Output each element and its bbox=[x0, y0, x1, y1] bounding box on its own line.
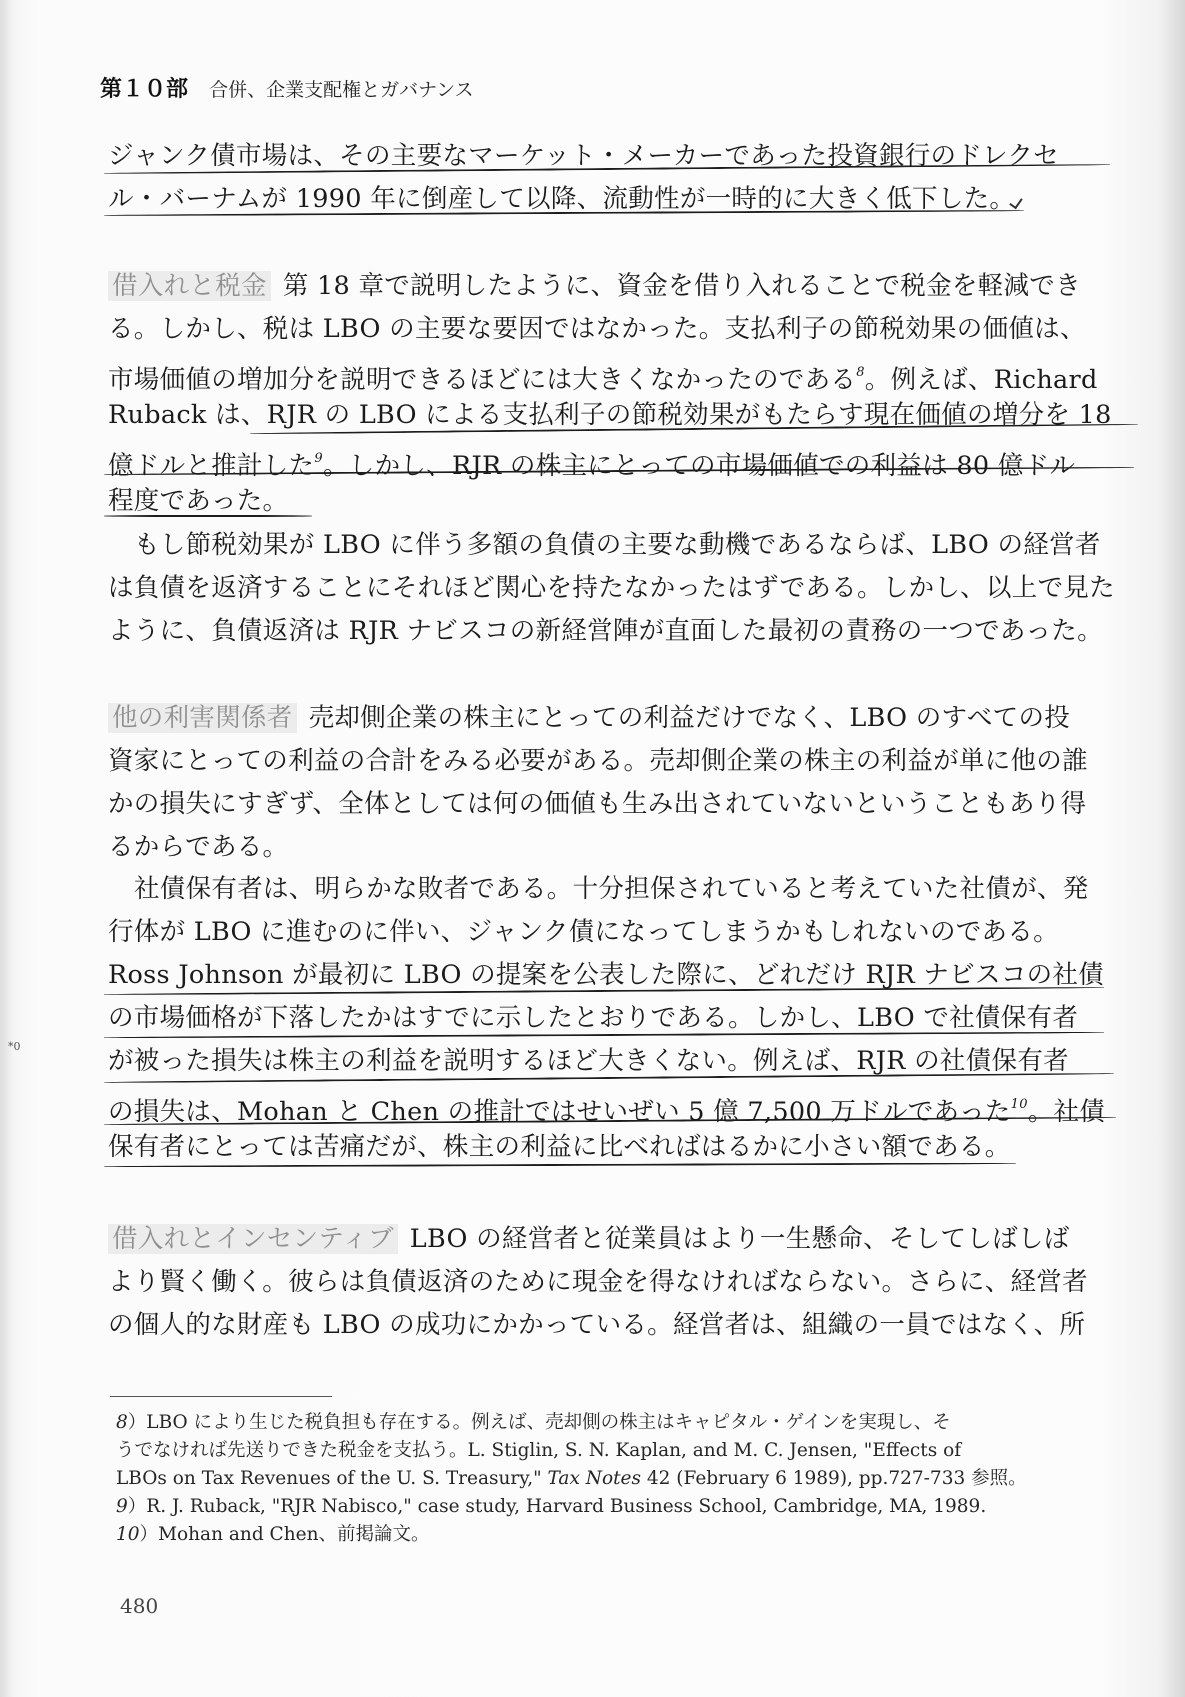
text-line: るからである。 bbox=[108, 832, 289, 862]
footnote-text: LBOs on Tax Revenues of the U. S. Treasury," bbox=[116, 1468, 548, 1489]
text-line: ように、負債返済は RJR ナビスコの新経営陣が直面した最初の責務の一つであった。 bbox=[108, 616, 1103, 646]
text-line: 億ドルと推計した bbox=[108, 451, 315, 481]
section-heading: 借入れと税金 bbox=[108, 271, 271, 301]
footnote-text: Mohan and Chen、前掲論文。 bbox=[158, 1524, 430, 1545]
journal-title: Tax Notes bbox=[547, 1468, 641, 1489]
text-line: Ross Johnson が最初に LBO の提案を公表した際に、どれだけ RJR ナビスコの社債 bbox=[108, 960, 1105, 990]
text-line: 資家にとっての利益の合計をみる必要がある。売却側企業の株主の利益が単に他の誰 bbox=[108, 746, 1088, 776]
text-line: 行体が LBO に進むのに伴い、ジャンク債になってしまうかもしれないのである。 bbox=[108, 917, 1059, 947]
section-heading: 他の利害関係者 bbox=[108, 703, 297, 733]
footnote-ref-9: 9 bbox=[314, 451, 323, 466]
text-line: の市場価格が下落したかはすでに示したとおりである。しかし、LBO で社債保有者 bbox=[108, 1003, 1079, 1033]
paragraph-junk-bond-market bbox=[108, 135, 1084, 221]
footnote-divider bbox=[110, 1396, 332, 1397]
footnote-ref-8: 8 bbox=[856, 365, 865, 380]
text-line: が被った損失は株主の利益を説明するほど大きくない。例えば、RJR の社債保有者 bbox=[108, 1046, 1069, 1076]
section-other-stakeholders bbox=[108, 697, 1088, 869]
footnote-number: 9 bbox=[116, 1496, 128, 1517]
text-line: ジャンク債市場は、その主要なマーケット・メーカーであった投資銀行のドレクセ bbox=[108, 141, 1060, 171]
margin-mark: *0 bbox=[8, 1040, 21, 1053]
running-header bbox=[100, 72, 474, 103]
text-line: 。例えば、Richard bbox=[864, 365, 1098, 395]
text-line: 程度であった。 bbox=[108, 486, 289, 516]
footnote-text: うでなければ先送りできた税金を支払う。L. Stiglin, S. N. Kaplan, and M. C. Jensen, "Effects of bbox=[116, 1440, 962, 1461]
text-line: 売却側企業の株主にとっての利益だけでなく、LBO のすべての投 bbox=[308, 703, 1071, 733]
section-borrowing-and-incentives bbox=[108, 1218, 1088, 1347]
page-number: 480 bbox=[120, 1594, 159, 1618]
section-heading: 借入れとインセンティブ bbox=[108, 1224, 398, 1254]
footnote-text: LBO により生じた税負担も存在する。例えば、売却側の株主はキャピタル・ゲインを実現し、そ bbox=[146, 1412, 951, 1433]
text-line: の個人的な財産も LBO の成功にかかっている。経営者は、組織の一員ではなく、所 bbox=[108, 1310, 1086, 1340]
footnote-text: R. J. Ruback, "RJR Nabisco," case study, Harvard Business School, Cambridge, MA, 1989. bbox=[146, 1496, 987, 1517]
text-line: の損失は、Mohan と Chen の推計ではせいぜい 5 億 7,500 万ドルであった bbox=[108, 1097, 1011, 1127]
text-line: LBO の経営者と従業員はより一生懸命、そしてしばしば bbox=[409, 1224, 1070, 1254]
text-line: 第 18 章で説明したように、資金を借り入れることで税金を軽減でき bbox=[282, 271, 1081, 301]
footnote-text: 42 (February 6 1989), pp.727-733 参照。 bbox=[640, 1468, 1027, 1489]
part-title: 合併、企業支配権とガバナンス bbox=[209, 79, 474, 101]
paragraph-tax-motive bbox=[108, 524, 1115, 653]
footnote-number: 10 bbox=[116, 1524, 140, 1545]
footnotes: 8）LBO により生じた税負担も存在する。例えば、売却側の株主はキャピタル・ゲインを実現し、そ うでなければ先送りできた税金を支払う。L. Stiglin, S. N. Kaplan, and M. C. Jensen, "Effects of LBOs on Tax Revenues of the U. S. Treasury," Tax Notes 42 (February 6 1989), pp.727-733 参照。 9）R. J. Ruback, "RJR Nabisco," case study, Harvard Business School, Cambridge, MA, 1989. 10）Mohan and Chen、前掲論文。 bbox=[116, 1409, 1096, 1549]
section-borrowing-and-taxes bbox=[108, 265, 1112, 523]
text-line: 。社債 bbox=[1027, 1097, 1106, 1127]
text-line: る。しかし、税は LBO の主要な要因ではなかった。支払利子の節税効果の価値は、 bbox=[108, 314, 1086, 344]
part-number: 第１０部 bbox=[100, 77, 189, 102]
text-line: 。しかし、RJR の株主にとっての市場価値での利益は 80 億ドル bbox=[322, 451, 1076, 481]
text-line: ル・バーナムが 1990 年に倒産して以降、流動性が一時的に大きく低下した。 bbox=[108, 184, 1016, 214]
footnote-ref-10: 10 bbox=[1010, 1097, 1028, 1112]
text-line: より賢く働く。彼らは負債返済のために現金を得なければならない。さらに、経営者 bbox=[108, 1267, 1088, 1297]
footnote-number: 8 bbox=[116, 1412, 128, 1433]
handwritten-underline bbox=[104, 515, 312, 517]
text-line: かの損失にすぎず、全体としては何の価値も生み出されていないということもあり得 bbox=[108, 789, 1087, 819]
text-line: は負債を返済することにそれほど関心を持たなかったはずである。しかし、以上で見た bbox=[108, 573, 1115, 603]
text-line: Ruback は、RJR の LBO による支払利子の節税効果がもたらす現在価値の増分を 18 bbox=[108, 400, 1112, 430]
text-line: 社債保有者は、明らかな敗者である。十分担保されていると考えていた社債が、発 bbox=[134, 874, 1089, 904]
text-line: 保有者にとっては苦痛だが、株主の利益に比べればはるかに小さい額である。 bbox=[108, 1132, 1011, 1162]
text-line: 市場価値の増加分を説明できるほどには大きくなかったのである bbox=[108, 365, 857, 395]
text-line: もし節税効果が LBO に伴う多額の負債の主要な動機であるならば、LBO の経営者 bbox=[134, 530, 1101, 560]
